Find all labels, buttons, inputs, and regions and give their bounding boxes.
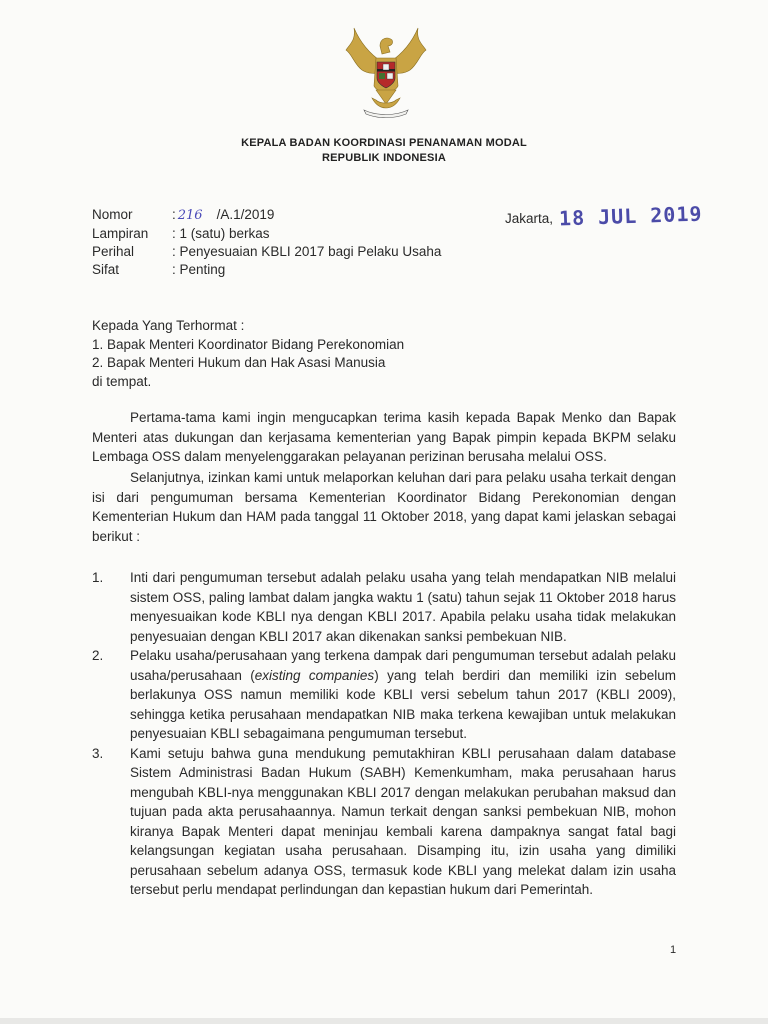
body-paragraph-1: Pertama-tama kami ingin mengucapkan terima kasih kepada Bapak Menko dan Bapak Menteri atas dukungan dan kerjasama kementerian yang Bapak pimpin kepada BKPM selaku Lembaga OSS dalam menyelenggarakan pelayanan perizinan berusaha melalui OSS. [92,410,676,464]
list-item-text: Inti dari pengumuman tersebut adalah pelaku usaha yang telah mendapatkan NIB melalui sistem OSS, paling lambat dalam jangka waktu 1 (satu) tahun sejak 11 Oktober 2018 harus menyesuaikan kode KBLI nya dengan KBLI 2017. Apabila pelaku usaha tidak melakukan penyesuaian dengan KBLI 2017 akan dikenakan sanksi pembekuan NIB. [130,570,676,644]
numbered-list [92,568,676,900]
addressee-block [92,317,404,391]
list-item-text: Kami setuju bahwa guna mendukung pemutakhiran KBLI perusahaan dalam database Sistem Administrasi Badan Hukum (SABH) Kemenkumham, maka perusahaan harus mengubah KBLI-nya menggunakan KBLI 2017 dengan melakukan perubahan maksud dan tujuan pada akta perusahaannya. Namun terkait dengan sanksi pembekuan NIB, mohon kiranya Bapak Menteri dapat meninjau kembali karena dampaknya sangat fatal bagi kelangsungan kegiatan usaha perusahaan. Disamping itu, izin usaha yang dimiliki perusahaan sebelum adanya OSS, termasuk kode KBLI yang melekat dalam izin usaha tersebut perlu mendapat perlindungan dan kepastian hukum dari Pemerintah. [130,745,676,897]
page-number: 1 [670,944,677,956]
addressee-greeting: Kepada Yang Terhormat : [92,318,245,333]
nomor-label: Nomor [92,207,133,222]
perihal-value: : Penyesuaian KBLI 2017 bagi Pelaku Usaha [172,244,442,259]
list-item-text [130,646,676,744]
lampiran-value: : 1 (satu) berkas [172,226,270,241]
meta-row-perihal [92,243,441,261]
list-item [92,744,676,900]
list-item-number: 3. [92,745,104,761]
list-item-text-part: ) yang telah berdiri dan memiliki izin sebelum berlakunya OSS namun memiliki kode KBLI versi sebelum tahun 2017 (KBLI 2009), sehingga ketika perusahaan mendapatkan NIB maka terkena kewajiban untuk melakukan penyesuaian KBLI sebagaimana pengumuman tersebut. [130,667,677,741]
meta-row-lampiran [92,225,441,243]
date-stamp: 18 JUL 2019 [558,201,703,231]
list-item-number: 1. [92,570,104,585]
list-item [92,646,676,744]
nomor-suffix: /A.1/2019 [216,207,275,222]
meta-row-sifat [92,261,441,279]
addressee-recipient-1: 1. Bapak Menteri Koordinator Bidang Perekonomian [92,336,405,352]
header-line-2: REPUBLIK INDONESIA [322,152,446,164]
garuda-emblem [336,24,436,120]
body-paragraph-2: Selanjutnya, izinkan kami untuk melaporkan keluhan dari para pelaku usaha terkait dengan isi dari pengumuman bersama Kementerian Koordinator Bidang Perekonomian dengan Kementerian Hukum dan HAM pada tanggal 11 Oktober 2018, yang dapat kami jelaskan sebagai berikut : [92,470,676,544]
list-item-emphasis: existing companies [254,667,375,683]
page-bottom-edge [0,1018,768,1024]
lampiran-label: Lampiran [92,226,149,241]
addressee-place: di tempat. [92,373,152,389]
letter-meta [92,206,441,279]
sifat-value: : Penting [172,262,226,277]
sifat-label: Sifat [92,262,120,277]
addressee-recipient-2: 2. Bapak Menteri Hukum dan Hak Asasi Manusia [92,355,386,370]
list-item [92,568,676,646]
list-item-text-part: Pelaku usaha/perusahaan yang terkena dampak dari pengumuman tersebut adalah pelaku usaha/perusahaan ( [130,648,676,683]
header-line-1: KEPALA BADAN KOORDINASI PENANAMAN MODAL [241,137,527,149]
perihal-label: Perihal [92,244,135,259]
nomor-separator: : [172,207,176,222]
meta-row-nomor [92,206,441,225]
nomor-handwritten: 216 [177,208,203,223]
list-item-number: 2. [92,648,104,663]
letter-date [505,201,703,231]
date-city: Jakarta, [505,211,554,226]
